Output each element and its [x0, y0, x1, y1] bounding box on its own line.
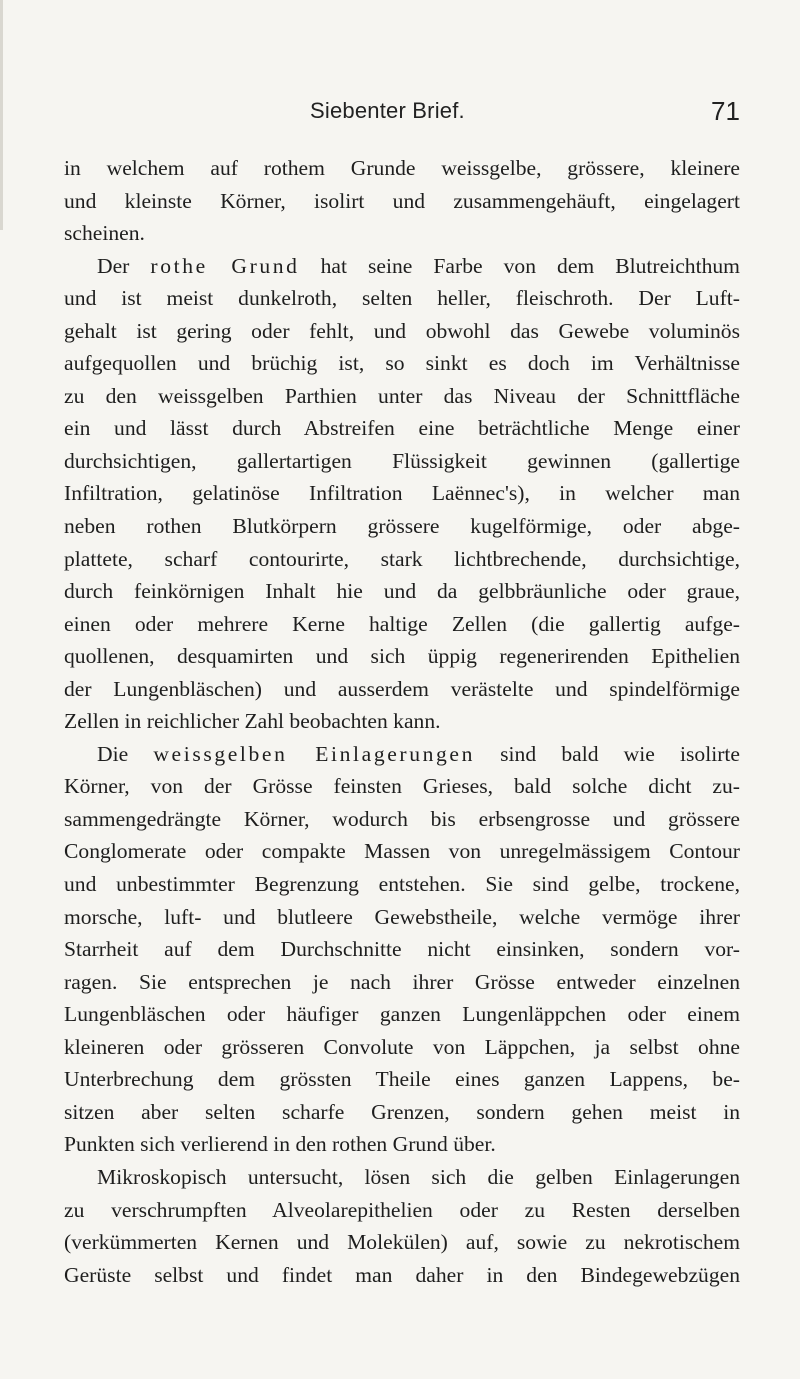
text-line: Lungenbläschen oder häufiger ganzen Lungenläppchen oder einem [64, 1002, 740, 1027]
text-line: Gerüste selbst und findet man daher in den Bindegewebzügen [64, 1262, 740, 1287]
text-line [64, 738, 740, 771]
text-line: Unterbrechung dem grössten Theile eines ganzen Lappens, be- [64, 1067, 740, 1092]
text-line: Zellen in reichlicher Zahl beobachten kann. [64, 709, 441, 734]
text-line: sitzen aber selten scharfe Grenzen, sondern gehen meist in [64, 1099, 740, 1124]
text-line: durch feinkörnigen Inhalt hie und da gelbbräunliche oder graue, [64, 579, 740, 604]
text-line: zu den weissgelben Parthien unter das Niveau der Schnittfläche [64, 383, 740, 408]
text-line: quollenen, desquamirten und sich üppig regenerirenden Epithelien [64, 644, 740, 669]
text-line: zu verschrumpften Alveolarepithelien oder zu Resten derselben [64, 1197, 740, 1222]
text-line: Starrheit auf dem Durchschnitte nicht einsinken, sondern vor- [64, 937, 740, 962]
line-rest: hat seine Farbe von dem Blutreichthum [320, 253, 740, 278]
text-line: (verkümmerten Kernen und Molekülen) auf, sowie zu nekrotischem [64, 1230, 740, 1255]
text-line: einen oder mehrere Kerne haltige Zellen (die gallertig aufge- [64, 611, 740, 636]
text-line: der Lungenbläschen) und ausserdem verästelte und spindelförmige [64, 676, 740, 701]
spaced-term: rothe Grund [150, 253, 300, 278]
text-line: Conglomerate oder compakte Massen von unregelmässigem Contour [64, 839, 740, 864]
text-line: ragen. Sie entsprechen je nach ihrer Grösse entweder einzelnen [64, 969, 740, 994]
running-head [0, 96, 800, 136]
text-line: Körner, von der Grösse feinsten Grieses, bald solche dicht zu- [64, 774, 740, 799]
running-title: Siebenter Brief. [310, 98, 465, 123]
text-line: und kleinste Körner, isolirt und zusammengehäuft, eingelagert [64, 188, 740, 213]
text-line: aufgequollen und brüchig ist, so sinkt es doch im Verhältnisse [64, 351, 740, 376]
text-line: in welchem auf rothem Grunde weissgelbe, grössere, kleinere [64, 156, 740, 180]
text-line: sammengedrängte Körner, wodurch bis erbsengrosse und grössere [64, 806, 740, 831]
text-line: gehalt ist gering oder fehlt, und obwohl das Gewebe voluminös [64, 318, 740, 343]
text-line: plattete, scharf contourirte, stark lichtbrechende, durchsichtige, [64, 546, 740, 571]
text-line: und unbestimmter Begrenzung entstehen. Sie sind gelbe, trockene, [64, 872, 740, 897]
line-start: Die [97, 741, 129, 766]
text-line: morsche, luft- und blutleere Gewebstheile, welche vermöge ihrer [64, 904, 740, 929]
text-line: kleineren oder grösseren Convolute von Läppchen, ja selbst ohne [64, 1034, 740, 1059]
text-line: und ist meist dunkelroth, selten heller, fleischroth. Der Luft- [64, 286, 740, 311]
spaced-term: weissgelben Einlagerungen [153, 741, 475, 766]
text-line: Infiltration, gelatinöse Infiltration Laënnec's), in welcher man [64, 481, 740, 506]
text-line [64, 250, 740, 283]
text-line: neben rothen Blutkörpern grössere kugelförmige, oder abge- [64, 514, 740, 539]
line-rest: sind bald wie isolirte [500, 741, 740, 766]
line-start: Der [97, 253, 130, 278]
text-line: durchsichtigen, gallertartigen Flüssigkeit gewinnen (gallertige [64, 448, 740, 473]
body-text [64, 152, 740, 1291]
text-line: Punkten sich verlierend in den rothen Grund über. [64, 1132, 496, 1157]
text-line: Mikroskopisch untersucht, lösen sich die gelben Einlagerungen [97, 1164, 740, 1189]
text-line: ein und lässt durch Abstreifen eine beträchtliche Menge einer [64, 416, 740, 441]
page-number: 71 [711, 96, 740, 126]
text-line: scheinen. [64, 221, 145, 246]
